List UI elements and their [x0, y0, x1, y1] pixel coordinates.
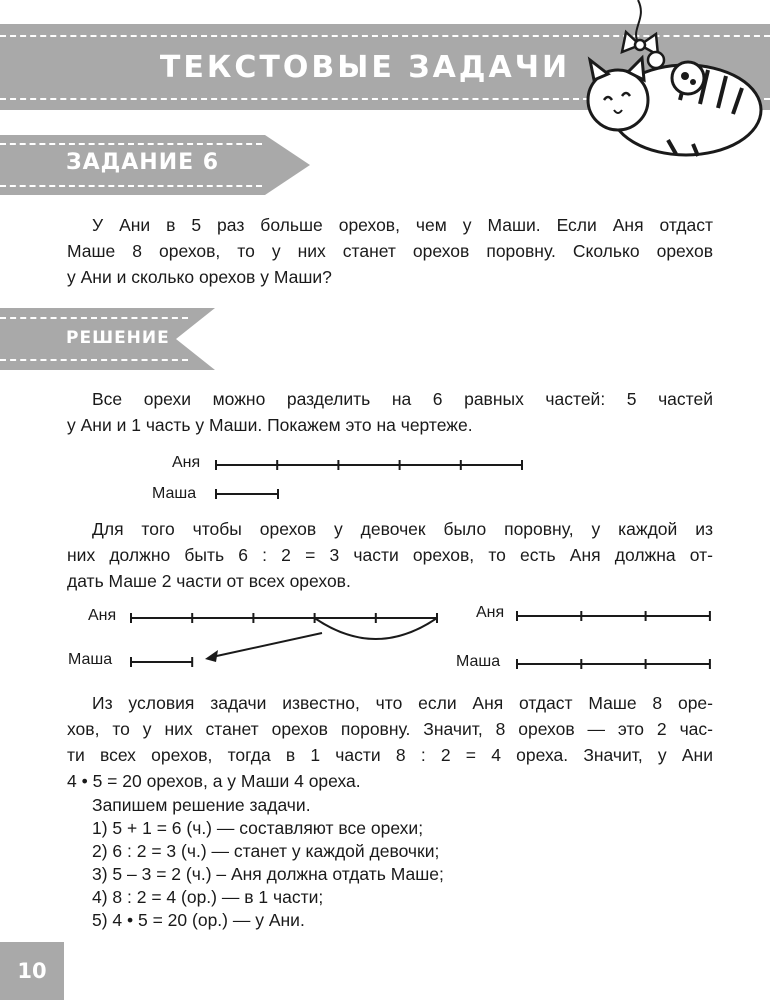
solution-conclusion-line-4: 4 • 5 = 20 орехов, а у Маши 4 ореха. [67, 771, 361, 791]
solution-middle-line-3: дать Маше 2 части от всех орехов. [67, 571, 351, 591]
solution-conclusion-line-3: ти всех орехов, тогда в 1 части 8 : 2 = 4 ореха. Значит, у Ани [67, 745, 713, 765]
diagram3-anya-label: Аня [476, 604, 505, 621]
solution-conclusion-line-1: Из условия задачи известно, что если Аня отдаст Маше 8 оре- [92, 693, 713, 713]
diagram1-anya-label: Аня [172, 454, 201, 471]
task-heading: ЗАДАНИЕ 6 [66, 150, 220, 175]
page-number: 10 [0, 942, 64, 1000]
task-line-2: Маше 8 орехов, то у них станет орехов поровну. Сколько орехов [67, 241, 713, 261]
diagram1-masha-label: Маша [152, 485, 197, 502]
write-solution-label: Запишем решение задачи. [92, 795, 311, 815]
solution-intro-line-2: у Ани и 1 часть у Маши. Покажем это на чертеже. [67, 415, 473, 435]
diagram2-arrow-head [205, 650, 218, 662]
page-title: ТЕКСТОВЫЕ ЗАДАЧИ [159, 49, 571, 85]
task-line-1: У Ани в 5 раз больше орехов, чем у Маши. Если Аня отдаст [92, 215, 713, 235]
solution-conclusion-line-2: хов, то у них станет орехов поровну. Значит, 8 орехов — это 2 час- [67, 719, 713, 739]
solution-step-1: 1) 5 + 1 = 6 (ч.) — составляют все орехи; [92, 818, 424, 838]
solution-intro-line-1: Все орехи можно разделить на 6 равных частей: 5 частей [92, 389, 713, 409]
diagram2-masha-label: Маша [68, 651, 113, 668]
solution-middle-line-1: Для того чтобы орехов у девочек было поровну, у каждой из [92, 519, 713, 539]
diagram2-transfer-arrow [212, 633, 322, 657]
diagram2-anya-label: Аня [88, 607, 117, 624]
solution-step-3: 3) 5 – 3 = 2 (ч.) – Аня должна отдать Маше; [92, 864, 444, 884]
solution-heading: РЕШЕНИЕ [66, 328, 170, 348]
solution-step-4: 4) 8 : 2 = 4 (ор.) — в 1 части; [92, 887, 324, 907]
solution-step-2: 2) 6 : 2 = 3 (ч.) — станет у каждой девочки; [92, 841, 440, 861]
task-line-3: у Ани и сколько орехов у Маши? [67, 267, 332, 287]
solution-step-5: 5) 4 • 5 = 20 (ор.) — у Ани. [92, 910, 305, 930]
diagram3-masha-label: Маша [456, 653, 501, 670]
solution-middle-line-2: них должно быть 6 : 2 = 3 части орехов, то есть Аня должна от- [67, 545, 713, 565]
